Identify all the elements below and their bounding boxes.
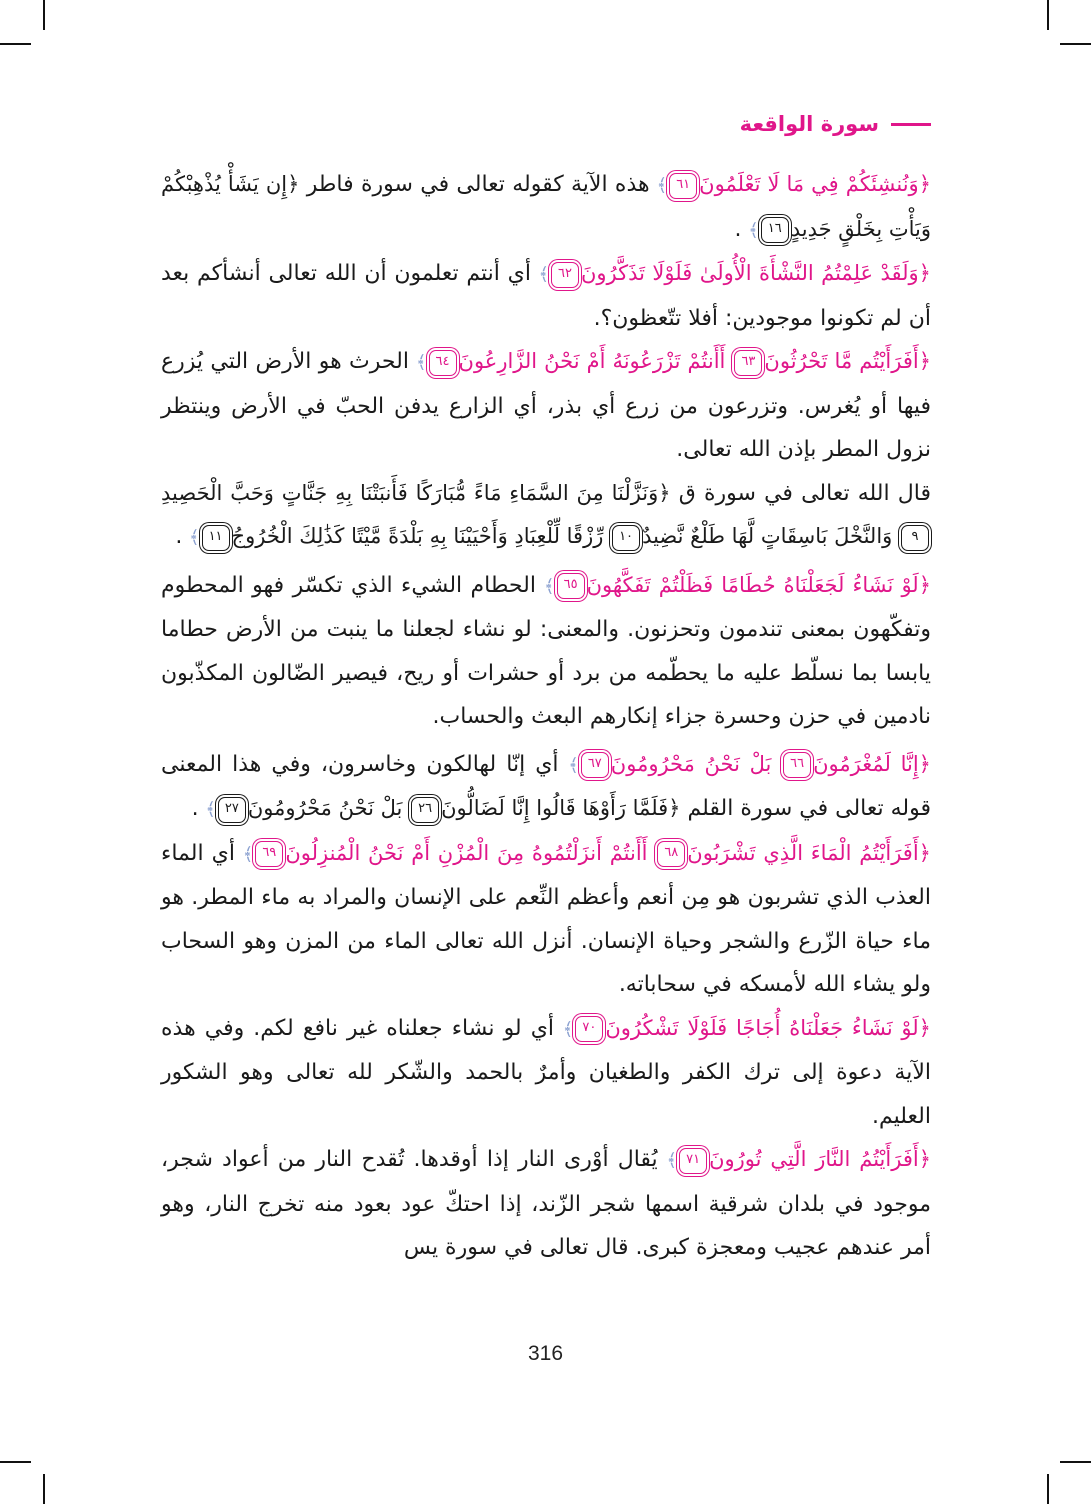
verse-text: ﴿أَفَرَأَيْتُمُ الْمَاءَ الَّذِي تَشْرَبُونَ — [687, 840, 931, 865]
ornate-bracket-icon: ﴾ — [562, 1018, 574, 1040]
paragraph — [161, 564, 931, 739]
quran-verse — [531, 261, 931, 285]
verse-text: ﴿فَلَمَّا رَأَوْهَا قَالُوا إِنَّا لَضَالُّونَ — [441, 796, 681, 820]
quran-verse — [725, 349, 931, 373]
crop-mark — [1060, 43, 1091, 45]
verse-text: ﴿أَفَرَأَيْتُمُ النَّارَ الَّتِي تُورُونَ — [709, 1147, 931, 1171]
commentary-text: قال الله تعالى في سورة ق — [670, 480, 931, 506]
paragraph — [161, 832, 931, 1007]
verse-text: أَأَنتُمْ أَنزَلْتُمُوهُ مِنَ الْمُزْنِ أَمْ نَحْنُ الْمُنزِلُونَ — [285, 840, 648, 865]
commentary-text: أي الماء العذب الذي تشربون هو مِن أنعم وأعظم النِّعم على الإنسان والمراد به ماء المطر. هو ماء حياة الزّرع والشجر وحياة الإنسان. أنزل الله تعالى الماء من المزن وهو السحاب ولو يشاء الله لأمسكه في سحاباته. — [161, 840, 931, 997]
paragraph — [161, 1007, 931, 1139]
ayah-number-medallion-icon: ٦٧ — [581, 752, 609, 778]
crop-mark — [0, 1461, 31, 1463]
verse-text: ﴿وَلَقَدْ عَلِمْتُمُ النَّشْأَةَ الْأُولَىٰ فَلَوْلَا تَذَكَّرُونَ — [580, 261, 931, 285]
verse-text: رِّزْقًا لِّلْعِبَادِ وَأَحْيَيْنَا بِهِ بَلْدَةً مَّيْتًا كَذَٰلِكَ الْخُرُوجُ — [231, 524, 604, 548]
verse-text: ﴿لَوْ نَشَاءُ جَعَلْنَاهُ أُجَاجًا فَلَوْلَا تَشْكُرُونَ — [605, 1015, 931, 1040]
header-rule — [891, 123, 931, 126]
ayah-number-medallion-icon: ٦٦ — [783, 752, 811, 778]
commentary-text: . — [191, 796, 199, 821]
quoted-verse — [182, 524, 603, 548]
ornate-bracket-icon: ﴾ — [666, 1150, 678, 1171]
crop-mark — [43, 1474, 45, 1504]
commentary-text: الحطام الشيء الذي تكسّر فهو المحطوم وتفكّهون بمعنى تندمون وتحزنون. والمعنى: لو نشاء لجعلنا ما ينبت من الأرض حطاما يابسا بما نسلّط عليه ما يحطّمه من برد أو حشرات أو ريح، فيصير الضّالون المكذّبون نادمين في حزن وحسرة جزاء إنكارهم البعث والحساب. — [161, 572, 931, 729]
ayah-number-medallion-icon: ٦٤ — [429, 350, 457, 376]
surah-title: سورة الواقعة — [739, 112, 879, 136]
verse-text: ﴿وَنَزَّلْنَا مِنَ السَّمَاءِ مَاءً مُّبَارَكًا فَأَنبَتْنَا بِهِ جَنَّاتٍ وَحَبَّ الْحَصِيدِ — [161, 480, 671, 505]
paragraph — [161, 472, 931, 560]
ayah-number-medallion-icon: ٢٧ — [218, 797, 246, 823]
ornate-bracket-icon: ﴾ — [415, 352, 427, 373]
ayah-number-medallion-icon: ١٠ — [612, 525, 640, 551]
ayah-number-medallion-icon: ٦٩ — [255, 841, 283, 867]
commentary-text: هذه الآية كقوله تعالى في سورة فاطر — [299, 172, 650, 197]
commentary-text: . — [734, 216, 742, 242]
running-header — [740, 112, 931, 136]
ornate-bracket-icon: ﴾ — [544, 575, 555, 597]
crop-mark — [43, 0, 45, 30]
paragraph — [161, 340, 931, 472]
verse-text: بَلْ نَحْنُ مَحْرُومُونَ — [247, 796, 403, 820]
ornate-bracket-icon: ﴾ — [748, 219, 759, 241]
crop-mark — [1047, 0, 1049, 30]
quran-verse — [648, 841, 931, 865]
ornate-bracket-icon: ﴾ — [189, 527, 200, 548]
ayah-number-medallion-icon: ٦١ — [669, 173, 697, 199]
commentary-text: يُقال أوْرى النار إذا أوقدها. تُقدح النار من أعواد شجر، موجود في بلدان شرقية اسمها شجر الزّند، إذا احتكّ عود بعود منه تخرج النار، وهو أمر عندهم عجيب ومعجزة كبرى. قال تعالى في سورة يس — [161, 1147, 931, 1260]
ayah-number-medallion-icon: ٦٢ — [551, 262, 579, 288]
commentary-text: . — [175, 524, 183, 549]
ornate-bracket-icon: ﴾ — [242, 843, 254, 865]
verse-text: ﴿لَوْ نَشَاءُ لَجَعَلْنَاهُ حُطَامًا فَظَلْتُمْ تَفَكَّهُونَ — [586, 572, 931, 597]
quoted-verse — [603, 524, 892, 548]
paragraph — [161, 743, 931, 832]
verse-text: بَلْ نَحْنُ مَحْرُومُونَ — [610, 751, 772, 776]
ayah-number-medallion-icon: ٧٠ — [575, 1016, 603, 1042]
quran-verse — [559, 752, 772, 776]
paragraph — [161, 252, 931, 340]
paragraph — [161, 163, 931, 252]
verse-text: أَأَنتُمْ تَزْرَعُونَهُ أَمْ نَحْنُ الزَّارِعُونَ — [458, 349, 726, 373]
quran-verse — [409, 349, 725, 373]
verse-text: ﴿أَفَرَأَيْتُم مَّا تَحْرُثُونَ — [764, 349, 931, 373]
ornate-bracket-icon: ﴾ — [656, 175, 668, 196]
quoted-verse — [199, 796, 403, 820]
commentary-text: أي لو نشاء جعلناه غير نافع لكم. وفي هذه الآية دعوة إلى ترك الكفر والطغيان وأمرٌ بالحمد والشّكر لله تعالى وهو الشكور العليم. — [161, 1015, 931, 1129]
ayah-number-medallion-icon: ١١ — [202, 525, 230, 551]
ornate-bracket-icon: ﴾ — [568, 754, 579, 776]
ayah-number-medallion-icon: ٦٣ — [734, 350, 762, 376]
commentary-text: أي أنتم تعلمون أن الله تعالى أنشأكم بعد أن لم تكونوا موجودين: أفلا تتّعظون؟. — [161, 261, 931, 331]
quran-verse — [554, 1016, 931, 1040]
quran-verse — [771, 752, 931, 776]
ornate-bracket-icon: ﴾ — [205, 799, 216, 820]
quran-verse — [536, 573, 931, 597]
ayah-number-medallion-icon: ١٦ — [761, 217, 789, 243]
crop-mark — [1060, 1461, 1091, 1463]
crop-mark — [1047, 1474, 1049, 1504]
ayah-number-medallion-icon: ٢٦ — [411, 797, 439, 823]
quoted-verse — [402, 796, 680, 820]
paragraph — [161, 1138, 931, 1270]
ornate-bracket-icon: ﴾ — [538, 264, 549, 285]
ayah-number-medallion-icon: ٦٨ — [657, 841, 685, 867]
crop-mark — [0, 43, 31, 45]
verse-text: ﴿إِنَّا لَمُغْرَمُونَ — [813, 751, 931, 776]
quran-verse — [235, 841, 648, 865]
page-number: 316 — [527, 1342, 564, 1365]
ayah-number-medallion-icon: ٧١ — [679, 1148, 707, 1174]
page-body — [161, 163, 931, 1270]
verse-text: ﴿إِن يَشَأْ يُذْهِبْكُمْ وَيَأْتِ بِخَلْقٍ جَدِيدٍ — [161, 172, 931, 241]
verse-text: وَالنَّخْلَ بَاسِقَاتٍ لَّهَا طَلْعٌ نَّضِيدٌ — [642, 524, 893, 548]
ayah-number-medallion-icon: ٩ — [901, 525, 929, 551]
commentary-text: الحرث هو الأرض التي يُزرع فيها أو يُغرس. وتزرعون من زرع أي بذر، أي الزارع يدفن الحبّ في الأرض وينتظر نزول المطر بإذن الله تعالى. — [161, 349, 931, 462]
verse-text: ﴿وَنُنشِئَكُمْ فِي مَا لَا تَعْلَمُونَ — [699, 172, 931, 196]
quran-verse — [650, 172, 931, 196]
ayah-number-medallion-icon: ٦٥ — [557, 573, 585, 599]
quran-verse — [658, 1147, 931, 1171]
commentary-text: أي إنّا لهالكون وخاسرون، وفي هذا المعنى قوله تعالى في سورة القلم — [161, 751, 931, 821]
